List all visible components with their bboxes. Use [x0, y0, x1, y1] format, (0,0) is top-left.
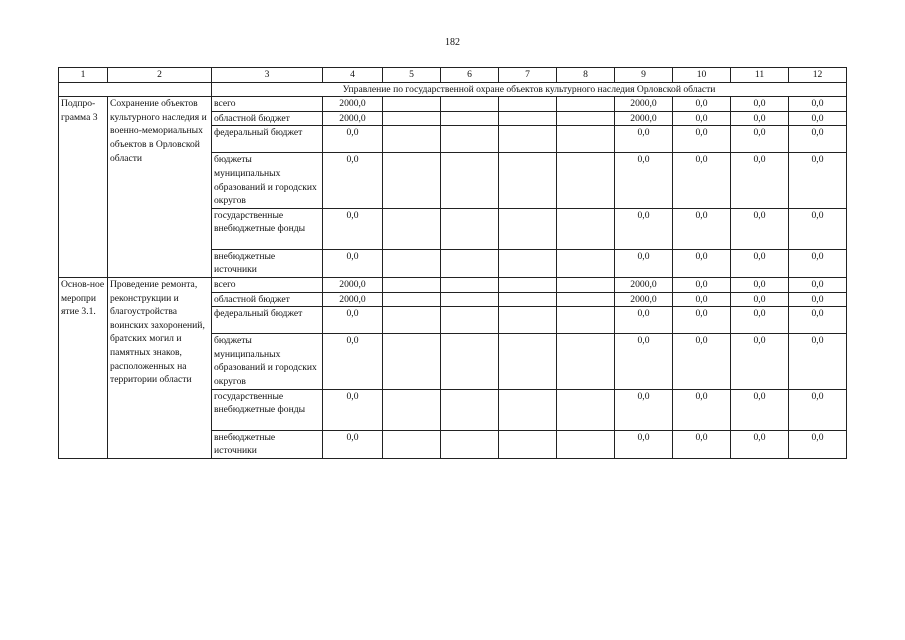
empty-cell-col8 — [557, 277, 615, 292]
column-number: 5 — [383, 68, 441, 83]
value-cell-col12: 0,0 — [789, 249, 847, 277]
value-cell-col11: 0,0 — [731, 126, 789, 153]
empty-cell-col6 — [441, 292, 499, 307]
empty-cell-col8 — [557, 126, 615, 153]
empty-cell-col8 — [557, 334, 615, 389]
funding-source-cell: государственные внебюджетные фонды — [212, 208, 323, 249]
section-title-row — [59, 82, 847, 97]
value-cell-col4: 0,0 — [323, 430, 383, 458]
empty-cell-col8 — [557, 208, 615, 249]
value-cell-col12: 0,0 — [789, 277, 847, 292]
program-code-cell: Подпро-грамма 3 — [59, 97, 108, 278]
empty-cell-col7 — [499, 389, 557, 430]
column-number: 9 — [615, 68, 673, 83]
empty-cell-col5 — [383, 97, 441, 112]
empty-cell-col6 — [441, 430, 499, 458]
value-cell-col4: 0,0 — [323, 126, 383, 153]
funding-source-cell: всего — [212, 97, 323, 112]
empty-cell-col7 — [499, 292, 557, 307]
value-cell-col4: 0,0 — [323, 307, 383, 334]
funding-source-cell: государственные внебюджетные фонды — [212, 389, 323, 430]
value-cell-col11: 0,0 — [731, 292, 789, 307]
funding-source-cell: бюджеты муниципальных образований и городских округов — [212, 153, 323, 208]
section-title: Управление по государственной охране объектов культурного наследия Орловской области — [212, 82, 847, 97]
empty-cell-col6 — [441, 97, 499, 112]
value-cell-col11: 0,0 — [731, 389, 789, 430]
empty-cell-col6 — [441, 126, 499, 153]
budget-table — [58, 67, 847, 459]
value-cell-col4: 0,0 — [323, 249, 383, 277]
empty-cell-col5 — [383, 208, 441, 249]
value-cell-col9: 2000,0 — [615, 97, 673, 112]
empty-cell-col8 — [557, 111, 615, 126]
empty-cell-col5 — [383, 126, 441, 153]
column-number: 6 — [441, 68, 499, 83]
value-cell-col12: 0,0 — [789, 334, 847, 389]
value-cell-col12: 0,0 — [789, 97, 847, 112]
empty-cell-col8 — [557, 97, 615, 112]
column-number: 10 — [673, 68, 731, 83]
empty-cell-col5 — [383, 430, 441, 458]
value-cell-col4: 2000,0 — [323, 292, 383, 307]
funding-source-cell: внебюджетные источники — [212, 249, 323, 277]
value-cell-col12: 0,0 — [789, 307, 847, 334]
table-row — [59, 277, 847, 292]
value-cell-col10: 0,0 — [673, 292, 731, 307]
value-cell-col10: 0,0 — [673, 111, 731, 126]
section-title-empty — [59, 82, 212, 97]
value-cell-col10: 0,0 — [673, 277, 731, 292]
value-cell-col10: 0,0 — [673, 430, 731, 458]
value-cell-col9: 0,0 — [615, 249, 673, 277]
value-cell-col11: 0,0 — [731, 208, 789, 249]
empty-cell-col5 — [383, 277, 441, 292]
empty-cell-col7 — [499, 307, 557, 334]
value-cell-col11: 0,0 — [731, 277, 789, 292]
empty-cell-col7 — [499, 153, 557, 208]
value-cell-col10: 0,0 — [673, 153, 731, 208]
value-cell-col4: 2000,0 — [323, 97, 383, 112]
value-cell-col11: 0,0 — [731, 430, 789, 458]
empty-cell-col7 — [499, 126, 557, 153]
value-cell-col9: 2000,0 — [615, 111, 673, 126]
empty-cell-col6 — [441, 389, 499, 430]
value-cell-col9: 0,0 — [615, 153, 673, 208]
empty-cell-col6 — [441, 249, 499, 277]
empty-cell-col8 — [557, 430, 615, 458]
column-number: 11 — [731, 68, 789, 83]
empty-cell-col5 — [383, 249, 441, 277]
empty-cell-col6 — [441, 208, 499, 249]
value-cell-col4: 2000,0 — [323, 111, 383, 126]
value-cell-col12: 0,0 — [789, 292, 847, 307]
value-cell-col9: 0,0 — [615, 307, 673, 334]
value-cell-col9: 0,0 — [615, 208, 673, 249]
empty-cell-col5 — [383, 153, 441, 208]
program-name-cell: Проведение ремонта, реконструкции и благоустройства воинских захоронений, братских могил и памятных знаков, расположенных на территории области — [108, 277, 212, 458]
value-cell-col12: 0,0 — [789, 153, 847, 208]
program-code-cell: Основ-ное меропри ятие 3.1. — [59, 277, 108, 458]
value-cell-col11: 0,0 — [731, 153, 789, 208]
value-cell-col4: 2000,0 — [323, 277, 383, 292]
value-cell-col12: 0,0 — [789, 389, 847, 430]
funding-source-cell: внебюджетные источники — [212, 430, 323, 458]
funding-source-cell: областной бюджет — [212, 292, 323, 307]
value-cell-col12: 0,0 — [789, 126, 847, 153]
empty-cell-col7 — [499, 249, 557, 277]
value-cell-col4: 0,0 — [323, 208, 383, 249]
value-cell-col10: 0,0 — [673, 334, 731, 389]
empty-cell-col7 — [499, 208, 557, 249]
funding-source-cell: областной бюджет — [212, 111, 323, 126]
value-cell-col10: 0,0 — [673, 97, 731, 112]
column-number: 2 — [108, 68, 212, 83]
value-cell-col11: 0,0 — [731, 97, 789, 112]
column-number: 8 — [557, 68, 615, 83]
value-cell-col10: 0,0 — [673, 208, 731, 249]
funding-source-cell: федеральный бюджет — [212, 307, 323, 334]
value-cell-col12: 0,0 — [789, 111, 847, 126]
value-cell-col10: 0,0 — [673, 126, 731, 153]
empty-cell-col5 — [383, 307, 441, 334]
value-cell-col9: 0,0 — [615, 334, 673, 389]
value-cell-col9: 2000,0 — [615, 292, 673, 307]
empty-cell-col5 — [383, 111, 441, 126]
empty-cell-col6 — [441, 277, 499, 292]
value-cell-col11: 0,0 — [731, 334, 789, 389]
value-cell-col12: 0,0 — [789, 430, 847, 458]
value-cell-col10: 0,0 — [673, 249, 731, 277]
value-cell-col9: 0,0 — [615, 126, 673, 153]
value-cell-col9: 0,0 — [615, 430, 673, 458]
empty-cell-col5 — [383, 334, 441, 389]
empty-cell-col5 — [383, 292, 441, 307]
column-number: 4 — [323, 68, 383, 83]
empty-cell-col7 — [499, 430, 557, 458]
empty-cell-col7 — [499, 334, 557, 389]
table-row — [59, 97, 847, 112]
empty-cell-col7 — [499, 97, 557, 112]
empty-cell-col8 — [557, 292, 615, 307]
empty-cell-col8 — [557, 249, 615, 277]
empty-cell-col5 — [383, 389, 441, 430]
empty-cell-col8 — [557, 389, 615, 430]
value-cell-col11: 0,0 — [731, 111, 789, 126]
empty-cell-col6 — [441, 153, 499, 208]
empty-cell-col6 — [441, 111, 499, 126]
value-cell-col9: 2000,0 — [615, 277, 673, 292]
funding-source-cell: всего — [212, 277, 323, 292]
empty-cell-col8 — [557, 153, 615, 208]
empty-cell-col6 — [441, 307, 499, 334]
column-number-row — [59, 68, 847, 83]
column-number: 7 — [499, 68, 557, 83]
value-cell-col11: 0,0 — [731, 307, 789, 334]
column-number: 1 — [59, 68, 108, 83]
page-number: 182 — [445, 37, 460, 48]
funding-source-cell: федеральный бюджет — [212, 126, 323, 153]
value-cell-col12: 0,0 — [789, 208, 847, 249]
empty-cell-col6 — [441, 334, 499, 389]
column-number: 12 — [789, 68, 847, 83]
program-name-cell: Сохранение объектов культурного наследия и военно-мемориальных объектов в Орловской области — [108, 97, 212, 278]
value-cell-col4: 0,0 — [323, 334, 383, 389]
column-number: 3 — [212, 68, 323, 83]
empty-cell-col7 — [499, 277, 557, 292]
value-cell-col4: 0,0 — [323, 153, 383, 208]
value-cell-col11: 0,0 — [731, 249, 789, 277]
funding-source-cell: бюджеты муниципальных образований и городских округов — [212, 334, 323, 389]
empty-cell-col8 — [557, 307, 615, 334]
value-cell-col10: 0,0 — [673, 307, 731, 334]
value-cell-col10: 0,0 — [673, 389, 731, 430]
value-cell-col4: 0,0 — [323, 389, 383, 430]
value-cell-col9: 0,0 — [615, 389, 673, 430]
empty-cell-col7 — [499, 111, 557, 126]
